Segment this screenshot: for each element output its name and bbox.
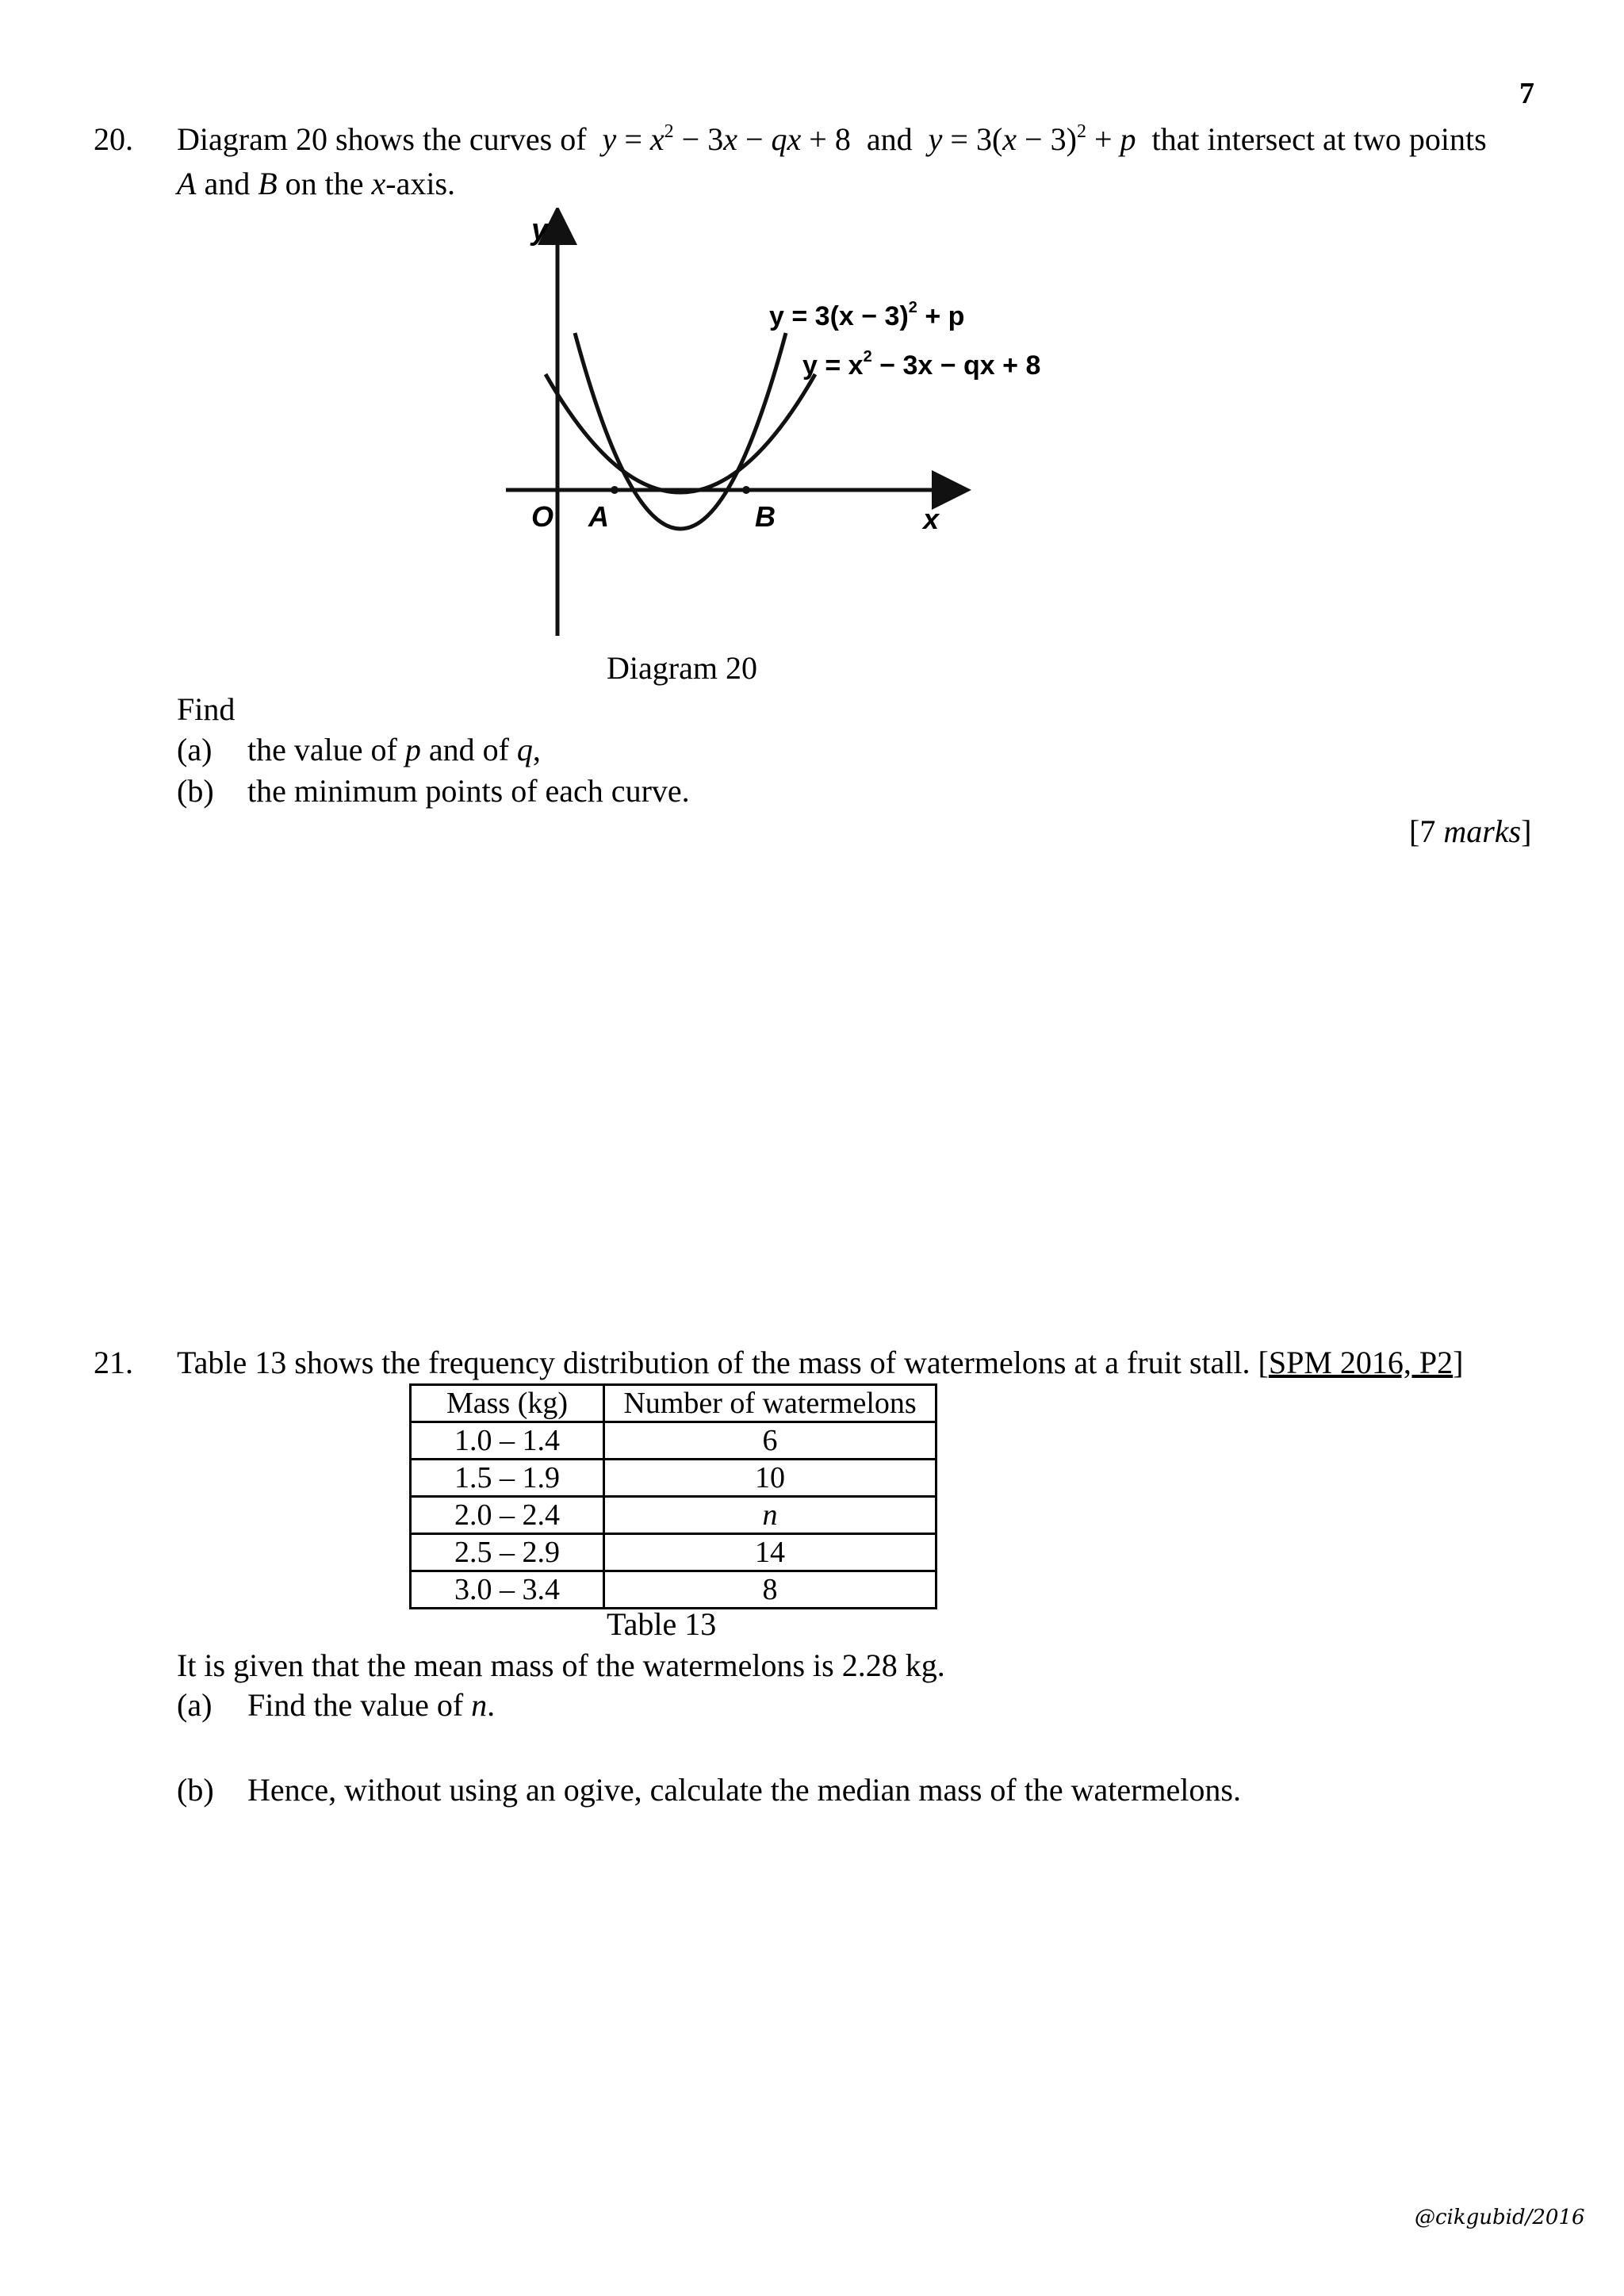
table-cell-mass: 2.5 – 2.9 (411, 1534, 604, 1571)
q20-find: Find (177, 691, 236, 727)
table-row (411, 1534, 936, 1571)
table-header-mass: Mass (kg) (411, 1385, 604, 1422)
q21-part-a-label: (a) (177, 1687, 213, 1723)
q20-line2: A and B on the x-axis. (177, 166, 456, 201)
table-13 (409, 1383, 937, 1609)
q20-part-b-text: the minimum points of each curve. (247, 773, 690, 809)
q21-intro: Table 13 shows the frequency distribution of the mass of watermelons at a fruit stall. [SPM 2016, P2] (177, 1345, 1464, 1380)
table-row (411, 1571, 936, 1609)
q21-part-a-text: Find the value of n. (247, 1687, 496, 1723)
page-number: 7 (1519, 77, 1534, 110)
table-cell-count: 8 (604, 1571, 936, 1609)
origin-label: O (531, 500, 554, 533)
point-a-label: A (588, 500, 609, 533)
table-cell-count: 14 (604, 1534, 936, 1571)
table-cell-count: 10 (604, 1460, 936, 1497)
curve-quadratic-shallow (546, 374, 815, 492)
table-header-count: Number of watermelons (604, 1385, 936, 1422)
q20-line1-post: that intersect at two points (1151, 121, 1487, 157)
table-cell-count: 6 (604, 1422, 936, 1460)
point-a-marker (611, 486, 619, 494)
table-row (411, 1460, 936, 1497)
diagram-20 (476, 208, 1134, 652)
q20-line1-pre: Diagram 20 shows the curves of (177, 121, 587, 157)
point-b-marker (742, 486, 750, 494)
q20-marks: [7 marks] (1409, 813, 1532, 849)
table-cell-mass: 2.0 – 2.4 (411, 1497, 604, 1534)
footer-credit: @cikgubid/2016 (1415, 2206, 1585, 2229)
table-row (411, 1422, 936, 1460)
diagram-20-caption: Diagram 20 (607, 650, 757, 686)
q20-and: and (866, 121, 913, 157)
y-axis-label: y (531, 213, 549, 247)
q20-equation-1: $y = x^2 - 3x$ − qx + 8 (602, 121, 851, 157)
q21-number: 21. (94, 1345, 133, 1380)
q21-part-b-label: (b) (177, 1772, 214, 1808)
q21-source: SPM 2016, P2 (1268, 1345, 1454, 1380)
table-13-caption: Table 13 (607, 1606, 717, 1642)
q20-part-a-label: (a) (177, 732, 213, 767)
table-cell-count: n (604, 1497, 936, 1534)
q20-line1 (177, 121, 1533, 159)
curve1-label: $y = 3(x - 3)^2 + p$ (769, 299, 965, 331)
q20-equation-2: $y = 3(x - 3)^2 + p$ (928, 121, 1136, 157)
curve-quadratic-steep (575, 333, 786, 529)
x-axis-label: x (923, 503, 940, 535)
q21-given: It is given that the mean mass of the watermelons is 2.28 kg. (177, 1647, 945, 1683)
point-b-label: B (755, 500, 776, 533)
table-header-row (411, 1385, 936, 1422)
table-cell-mass: 1.0 – 1.4 (411, 1422, 604, 1460)
q20-part-b-label: (b) (177, 773, 214, 809)
q20-part-a-text: the value of p and of q, (247, 732, 541, 767)
table-row (411, 1497, 936, 1534)
table-cell-mass: 3.0 – 3.4 (411, 1571, 604, 1609)
q21-part-b-text: Hence, without using an ogive, calculate the median mass of the watermelons. (247, 1772, 1241, 1808)
curve2-label: $y = x^2 - 3x$ − qx + 8 (802, 348, 1041, 381)
table-cell-mass: 1.5 – 1.9 (411, 1460, 604, 1497)
q20-number: 20. (94, 121, 133, 157)
